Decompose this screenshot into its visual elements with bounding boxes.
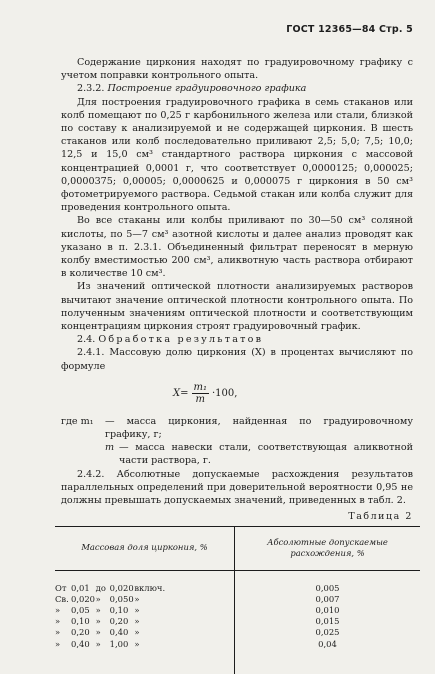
range-mid: »: [95, 627, 101, 638]
table-row: [55, 605, 420, 616]
section-heading-2-3-2: [61, 82, 413, 95]
range-prefix: »: [55, 638, 61, 649]
where-m-symbol: m: [105, 442, 115, 454]
range-suffix: »: [134, 627, 140, 638]
discrepancy-value: 0,015: [315, 616, 340, 627]
document-body: [55, 56, 413, 674]
paragraph-tolerances: 2.4.2. Абсолютные допускаемые расхождения результатов параллельных определений при доверительной вероятности 0,95 не должны превышать допускаемых значений, приведенных в табл. 2.: [61, 468, 413, 507]
table-row: [55, 570, 420, 594]
range-from: 0,01: [71, 582, 90, 593]
range-from: 0,05: [71, 604, 90, 615]
range-to: 0,050: [109, 593, 134, 604]
table-header-mass-fraction: Массовая доля циркония, %: [55, 526, 235, 570]
section-title: Обработка результатов: [98, 334, 264, 346]
table-body: [55, 570, 420, 674]
mass-fraction-range: [55, 627, 235, 638]
mass-fraction-range: [55, 570, 235, 594]
table-row: [55, 639, 420, 674]
formula-denominator: m: [195, 394, 205, 406]
where-m1: [61, 415, 413, 441]
section-number: 2.4.: [77, 334, 99, 346]
table-row: [55, 594, 420, 605]
discrepancy-value: 0,04: [318, 638, 337, 649]
range-to: 0,020: [109, 582, 134, 593]
table-header-row: [55, 526, 420, 570]
range-prefix: »: [55, 604, 61, 615]
where-m-description: — масса навески стали, соответствующая аликвотной части раствора, г.: [119, 442, 413, 467]
range-mid: »: [95, 593, 101, 604]
formula: [173, 379, 413, 409]
mass-fraction-range: [55, 594, 235, 605]
table-title: Таблица 2: [348, 511, 413, 523]
table-row: [55, 616, 420, 627]
table-row: [55, 627, 420, 638]
mass-fraction-range: [55, 605, 235, 616]
range-to: 0,20: [109, 616, 129, 627]
where-m1-description: — масса циркония, найденная по градуировочному графику, г;: [105, 415, 413, 441]
range-from: 0,10: [71, 616, 90, 627]
paragraph-content-result: Содержание циркония находят по градуировочному графику с учетом поправки контрольного опыта.: [61, 57, 413, 82]
discrepancy-value: 0,025: [315, 627, 340, 638]
range-to: 0,10: [109, 604, 129, 615]
discrepancy-value: 0,010: [315, 604, 340, 615]
range-mid: »: [95, 638, 101, 649]
section-number: 2.3.2.: [77, 83, 108, 95]
formula-fraction: [192, 382, 210, 405]
range-suffix: включ.: [134, 582, 166, 593]
range-mid: »: [95, 604, 101, 615]
range-from: 0,20: [71, 627, 90, 638]
range-prefix: »: [55, 627, 61, 638]
paragraph-formula-intro: 2.4.1. Массовую долю циркония (X) в процентах вычисляют по формуле: [61, 347, 413, 372]
paragraph-calibration: Для построения градуировочного графика в семь стаканов или колб помещают по 0,25 г карбонильного железа или стали, близкой по составу к анализируемой и не содержащей циркония. В шесть стаканов или колб последовательно приливают 2,5; 5,0; 7,5; 10,0; 12,5 и 15,0 см³ стандартного раствора циркония с массовой концентрацией 0,0001 г, что соответствует 0,0000125; 0,000025; 0,0000375; 0,00005; 0,0000625 и 0,000075 г циркония в 50 см³ фотометрируемого раствора. Седьмой стакан или колба служит для проведения контрольного опыта.: [61, 96, 413, 214]
range-prefix: От: [55, 582, 67, 593]
range-to: 0,40: [109, 627, 129, 638]
range-suffix: »: [134, 616, 140, 627]
formula-numerator: m₁: [193, 382, 207, 394]
range-prefix: Св.: [55, 593, 69, 604]
discrepancy-value: 0,007: [315, 593, 340, 604]
formula-lhs: X=: [173, 388, 189, 400]
paragraph-optical-density: Из значений оптической плотности анализируемых растворов вычитают значение оптической плотности контрольного опыта. По полученным значениям оптической плотности и соответствующим концентрациям циркония строят градуировочный график.: [61, 281, 413, 333]
page-header: ГОСТ 12365—84 Стр. 5: [286, 24, 413, 35]
range-from: 0,020: [71, 593, 95, 604]
paragraph-acid-addition: Во все стаканы или колбы приливают по 30—50 см³ соляной кислоты, по 5—7 см³ азотной кислоты и далее анализ проводят как указано в п. 2.3.1. Объединенный фильтрат переносят в мерную колбу вместимостью 200 см³, аликвотную часть раствора отбирают в количестве 10 см³.: [61, 215, 413, 280]
tolerance-table: [55, 526, 420, 674]
range-suffix: »: [134, 593, 140, 604]
table-header-discrepancy: Абсолютные допускаемые расхождения, %: [235, 526, 421, 570]
range-mid: до: [95, 582, 106, 593]
discrepancy-value: 0,005: [315, 582, 340, 593]
range-to: 1,00: [109, 638, 129, 649]
range-suffix: »: [134, 604, 140, 615]
range-from: 0,40: [71, 638, 90, 649]
mass-fraction-range: [55, 616, 235, 627]
where-m: [105, 441, 413, 467]
formula-rhs: ·100,: [212, 388, 238, 400]
section-heading-2-4: [61, 333, 413, 346]
mass-fraction-range: [55, 639, 235, 674]
where-lead: где m₁: [61, 415, 94, 427]
section-title: Построение градуировочного графика: [107, 83, 307, 95]
range-mid: »: [95, 616, 101, 627]
range-suffix: »: [134, 638, 140, 649]
range-prefix: »: [55, 616, 61, 627]
